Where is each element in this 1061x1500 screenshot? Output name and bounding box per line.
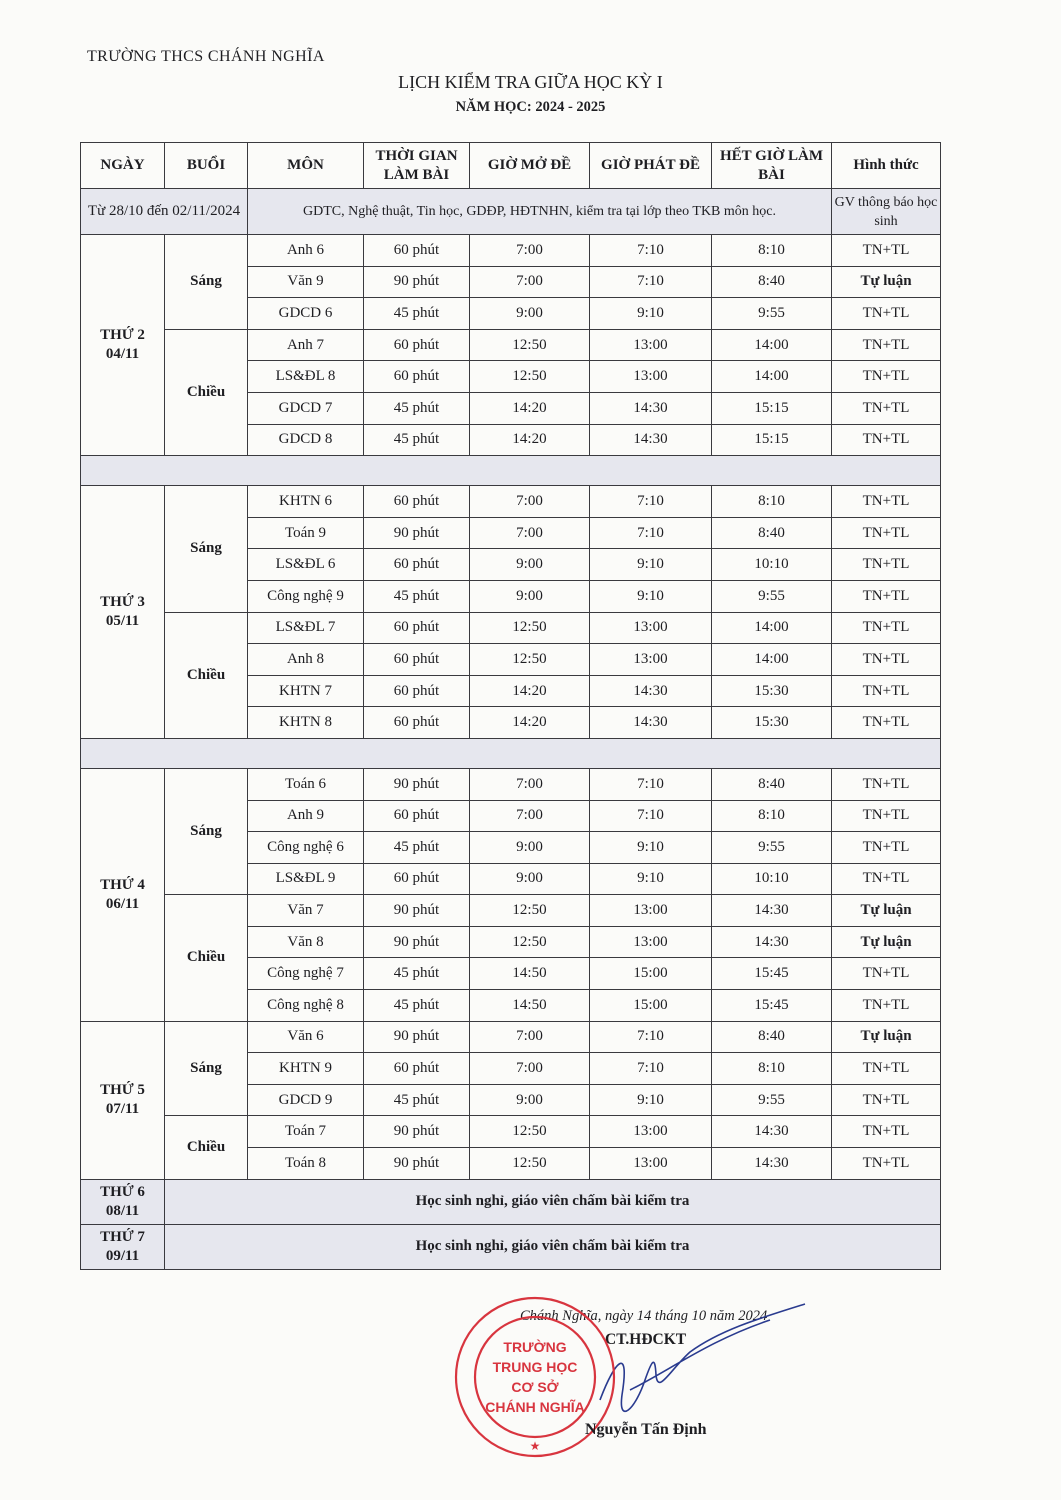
- col-header-form: Hình thức: [832, 143, 941, 189]
- end-time-cell: 14:00: [712, 329, 832, 361]
- form-cell: TN+TL: [832, 1084, 941, 1116]
- subject-cell: KHTN 9: [248, 1053, 364, 1085]
- place-date: Chánh Nghĩa, ngày 14 tháng 10 năm 2024: [520, 1308, 768, 1324]
- col-header-duration: THỜI GIAN LÀM BÀI: [364, 143, 470, 189]
- subject-cell: Anh 7: [248, 329, 364, 361]
- end-time-cell: 10:10: [712, 549, 832, 581]
- duration-cell: 90 phút: [364, 517, 470, 549]
- table-row: [81, 895, 941, 927]
- duration-cell: 60 phút: [364, 675, 470, 707]
- session-cell: Sáng: [165, 768, 248, 894]
- hand-out-time-cell: 7:10: [590, 1021, 712, 1053]
- subject-cell: Toán 6: [248, 768, 364, 800]
- end-time-cell: 14:00: [712, 361, 832, 393]
- hand-out-time-cell: 7:10: [590, 486, 712, 518]
- open-time-cell: 12:50: [470, 1116, 590, 1148]
- form-cell: TN+TL: [832, 517, 941, 549]
- form-cell: TN+TL: [832, 832, 941, 864]
- duration-cell: 60 phút: [364, 644, 470, 676]
- end-time-cell: 8:10: [712, 235, 832, 267]
- subject-cell: Văn 9: [248, 266, 364, 298]
- form-cell: TN+TL: [832, 486, 941, 518]
- hand-out-time-cell: 13:00: [590, 1148, 712, 1180]
- duration-cell: 90 phút: [364, 1148, 470, 1180]
- form-cell: TN+TL: [832, 1053, 941, 1085]
- form-cell: TN+TL: [832, 329, 941, 361]
- form-cell: TN+TL: [832, 800, 941, 832]
- subject-cell: Toán 9: [248, 517, 364, 549]
- open-time-cell: 7:00: [470, 768, 590, 800]
- spacer-row: [81, 738, 941, 768]
- day-cell: THỨ 7 09/11: [81, 1224, 165, 1269]
- spacer-row: [81, 456, 941, 486]
- hand-out-time-cell: 9:10: [590, 549, 712, 581]
- exam-schedule-table: [80, 142, 941, 1270]
- duration-cell: 45 phút: [364, 958, 470, 990]
- stamp-text: [485, 1338, 585, 1415]
- hand-out-time-cell: 9:10: [590, 1084, 712, 1116]
- intro-form: GV thông báo học sinh: [832, 189, 941, 235]
- signer-name: Nguyễn Tấn Định: [585, 1421, 707, 1438]
- duration-cell: 90 phút: [364, 895, 470, 927]
- end-time-cell: 14:00: [712, 644, 832, 676]
- open-time-cell: 7:00: [470, 235, 590, 267]
- subject-cell: LS&ĐL 8: [248, 361, 364, 393]
- col-header-session: BUỔI: [165, 143, 248, 189]
- table-row: [81, 486, 941, 518]
- open-time-cell: 12:50: [470, 361, 590, 393]
- subject-cell: KHTN 6: [248, 486, 364, 518]
- duration-cell: 45 phút: [364, 580, 470, 612]
- hand-out-time-cell: 15:00: [590, 958, 712, 990]
- end-time-cell: 8:40: [712, 266, 832, 298]
- subject-cell: Công nghệ 6: [248, 832, 364, 864]
- subject-cell: Công nghệ 7: [248, 958, 364, 990]
- stamp-star-icon: ★: [529, 1439, 541, 1453]
- open-time-cell: 12:50: [470, 926, 590, 958]
- hand-out-time-cell: 14:30: [590, 707, 712, 739]
- hand-out-time-cell: 15:00: [590, 990, 712, 1022]
- form-cell: TN+TL: [832, 958, 941, 990]
- hand-out-time-cell: 13:00: [590, 329, 712, 361]
- open-time-cell: 9:00: [470, 298, 590, 330]
- open-time-cell: 7:00: [470, 486, 590, 518]
- end-time-cell: 9:55: [712, 832, 832, 864]
- intro-note: GDTC, Nghệ thuật, Tin học, GDĐP, HĐTNHN, kiểm tra tại lớp theo TKB môn học.: [248, 189, 832, 235]
- form-cell: TN+TL: [832, 612, 941, 644]
- stamp-line-4: CHÁNH NGHĨA: [485, 1399, 585, 1415]
- open-time-cell: 7:00: [470, 1021, 590, 1053]
- table-row: [81, 329, 941, 361]
- off-day-row: [81, 1179, 941, 1224]
- duration-cell: 45 phút: [364, 424, 470, 456]
- table-row: [81, 768, 941, 800]
- form-cell: TN+TL: [832, 298, 941, 330]
- end-time-cell: 14:30: [712, 895, 832, 927]
- end-time-cell: 15:45: [712, 990, 832, 1022]
- form-cell: Tự luận: [832, 895, 941, 927]
- table-row: [81, 235, 941, 267]
- open-time-cell: 7:00: [470, 266, 590, 298]
- day-cell: THỨ 4 06/11: [81, 768, 165, 1021]
- duration-cell: 90 phút: [364, 1116, 470, 1148]
- form-cell: TN+TL: [832, 768, 941, 800]
- hand-out-time-cell: 13:00: [590, 361, 712, 393]
- off-day-row: [81, 1224, 941, 1269]
- off-day-note: Học sinh nghỉ, giáo viên chấm bài kiểm tra: [165, 1224, 941, 1269]
- open-time-cell: 9:00: [470, 1084, 590, 1116]
- open-time-cell: 9:00: [470, 863, 590, 895]
- col-header-day: NGÀY: [81, 143, 165, 189]
- day-cell: THỨ 3 05/11: [81, 486, 165, 739]
- hand-out-time-cell: 7:10: [590, 768, 712, 800]
- duration-cell: 90 phút: [364, 926, 470, 958]
- subject-cell: Văn 7: [248, 895, 364, 927]
- duration-cell: 90 phút: [364, 1021, 470, 1053]
- subject-cell: Văn 8: [248, 926, 364, 958]
- form-cell: TN+TL: [832, 644, 941, 676]
- open-time-cell: 14:20: [470, 392, 590, 424]
- school-year: NĂM HỌC: 2024 - 2025: [455, 99, 606, 115]
- subject-cell: Anh 8: [248, 644, 364, 676]
- end-time-cell: 8:10: [712, 486, 832, 518]
- form-cell: Tự luận: [832, 926, 941, 958]
- subject-cell: GDCD 6: [248, 298, 364, 330]
- duration-cell: 45 phút: [364, 990, 470, 1022]
- end-time-cell: 14:30: [712, 1148, 832, 1180]
- open-time-cell: 12:50: [470, 612, 590, 644]
- end-time-cell: 9:55: [712, 1084, 832, 1116]
- spacer-cell: [81, 738, 941, 768]
- col-header-end-time: HẾT GIỜ LÀM BÀI: [712, 143, 832, 189]
- session-cell: Sáng: [165, 486, 248, 612]
- form-cell: TN+TL: [832, 424, 941, 456]
- subject-cell: Anh 6: [248, 235, 364, 267]
- stamp-line-1: TRƯỜNG: [503, 1339, 567, 1355]
- end-time-cell: 15:30: [712, 675, 832, 707]
- hand-out-time-cell: 13:00: [590, 926, 712, 958]
- duration-cell: 90 phút: [364, 266, 470, 298]
- form-cell: TN+TL: [832, 392, 941, 424]
- duration-cell: 60 phút: [364, 486, 470, 518]
- subject-cell: LS&ĐL 9: [248, 863, 364, 895]
- schedule-body: [81, 189, 941, 1270]
- subject-cell: LS&ĐL 7: [248, 612, 364, 644]
- hand-out-time-cell: 7:10: [590, 517, 712, 549]
- duration-cell: 45 phút: [364, 298, 470, 330]
- duration-cell: 60 phút: [364, 329, 470, 361]
- form-cell: TN+TL: [832, 580, 941, 612]
- duration-cell: 45 phút: [364, 832, 470, 864]
- day-cell: THỨ 6 08/11: [81, 1179, 165, 1224]
- session-cell: Sáng: [165, 235, 248, 330]
- end-time-cell: 8:10: [712, 1053, 832, 1085]
- end-time-cell: 15:30: [712, 707, 832, 739]
- open-time-cell: 7:00: [470, 517, 590, 549]
- open-time-cell: 9:00: [470, 832, 590, 864]
- duration-cell: 60 phút: [364, 612, 470, 644]
- open-time-cell: 12:50: [470, 895, 590, 927]
- hand-out-time-cell: 9:10: [590, 580, 712, 612]
- document-title: LỊCH KIỂM TRA GIỮA HỌC KỲ I: [398, 72, 663, 92]
- hand-out-time-cell: 13:00: [590, 612, 712, 644]
- subject-cell: KHTN 8: [248, 707, 364, 739]
- open-time-cell: 14:20: [470, 675, 590, 707]
- subject-cell: KHTN 7: [248, 675, 364, 707]
- hand-out-time-cell: 13:00: [590, 1116, 712, 1148]
- open-time-cell: 12:50: [470, 644, 590, 676]
- hand-out-time-cell: 9:10: [590, 298, 712, 330]
- duration-cell: 60 phút: [364, 361, 470, 393]
- header-row: [81, 143, 941, 189]
- open-time-cell: 14:20: [470, 707, 590, 739]
- hand-out-time-cell: 14:30: [590, 424, 712, 456]
- end-time-cell: 15:15: [712, 424, 832, 456]
- open-time-cell: 14:20: [470, 424, 590, 456]
- end-time-cell: 8:40: [712, 517, 832, 549]
- duration-cell: 60 phút: [364, 707, 470, 739]
- hand-out-time-cell: 7:10: [590, 800, 712, 832]
- hand-out-time-cell: 13:00: [590, 644, 712, 676]
- session-cell: Chiều: [165, 1116, 248, 1179]
- duration-cell: 60 phút: [364, 863, 470, 895]
- table-row: [81, 1116, 941, 1148]
- duration-cell: 60 phút: [364, 235, 470, 267]
- form-cell: TN+TL: [832, 361, 941, 393]
- col-header-subject: MÔN: [248, 143, 364, 189]
- table-row: [81, 1021, 941, 1053]
- session-cell: Chiều: [165, 329, 248, 455]
- spacer-cell: [81, 456, 941, 486]
- table-row: [81, 612, 941, 644]
- form-cell: TN+TL: [832, 1116, 941, 1148]
- intro-row: [81, 189, 941, 235]
- subject-cell: Công nghệ 8: [248, 990, 364, 1022]
- subject-cell: Công nghệ 9: [248, 580, 364, 612]
- hand-out-time-cell: 7:10: [590, 1053, 712, 1085]
- subject-cell: GDCD 9: [248, 1084, 364, 1116]
- session-cell: Sáng: [165, 1021, 248, 1116]
- subject-cell: LS&ĐL 6: [248, 549, 364, 581]
- open-time-cell: 12:50: [470, 329, 590, 361]
- intro-date: Từ 28/10 đến 02/11/2024: [81, 189, 248, 235]
- end-time-cell: 8:40: [712, 768, 832, 800]
- open-time-cell: 9:00: [470, 580, 590, 612]
- duration-cell: 90 phút: [364, 768, 470, 800]
- hand-out-time-cell: 9:10: [590, 863, 712, 895]
- end-time-cell: 9:55: [712, 298, 832, 330]
- open-time-cell: 7:00: [470, 1053, 590, 1085]
- day-cell: THỨ 5 07/11: [81, 1021, 165, 1179]
- off-day-note: Học sinh nghỉ, giáo viên chấm bài kiểm tra: [165, 1179, 941, 1224]
- end-time-cell: 8:10: [712, 800, 832, 832]
- session-cell: Chiều: [165, 895, 248, 1021]
- hand-out-time-cell: 14:30: [590, 392, 712, 424]
- col-header-hand-out-time: GIỜ PHÁT ĐỀ: [590, 143, 712, 189]
- col-header-open-time: GIỜ MỞ ĐỀ: [470, 143, 590, 189]
- day-cell: THỨ 2 04/11: [81, 235, 165, 456]
- form-cell: Tự luận: [832, 1021, 941, 1053]
- end-time-cell: 14:30: [712, 926, 832, 958]
- form-cell: TN+TL: [832, 675, 941, 707]
- end-time-cell: 9:55: [712, 580, 832, 612]
- subject-cell: Toán 8: [248, 1148, 364, 1180]
- form-cell: TN+TL: [832, 990, 941, 1022]
- duration-cell: 45 phút: [364, 392, 470, 424]
- subject-cell: Toán 7: [248, 1116, 364, 1148]
- stamp-line-3: CƠ SỞ: [511, 1379, 559, 1395]
- hand-out-time-cell: 9:10: [590, 832, 712, 864]
- subject-cell: Anh 9: [248, 800, 364, 832]
- end-time-cell: 14:30: [712, 1116, 832, 1148]
- duration-cell: 60 phút: [364, 800, 470, 832]
- form-cell: TN+TL: [832, 549, 941, 581]
- end-time-cell: 8:40: [712, 1021, 832, 1053]
- end-time-cell: 15:15: [712, 392, 832, 424]
- open-time-cell: 7:00: [470, 800, 590, 832]
- subject-cell: GDCD 8: [248, 424, 364, 456]
- hand-out-time-cell: 14:30: [590, 675, 712, 707]
- open-time-cell: 12:50: [470, 1148, 590, 1180]
- open-time-cell: 14:50: [470, 990, 590, 1022]
- hand-out-time-cell: 13:00: [590, 895, 712, 927]
- open-time-cell: 14:50: [470, 958, 590, 990]
- form-cell: TN+TL: [832, 235, 941, 267]
- signer-role: CT.HĐCKT: [605, 1331, 687, 1348]
- open-time-cell: 9:00: [470, 549, 590, 581]
- form-cell: TN+TL: [832, 863, 941, 895]
- school-name: TRƯỜNG THCS CHÁNH NGHĨA: [87, 48, 325, 65]
- duration-cell: 45 phút: [364, 1084, 470, 1116]
- subject-cell: GDCD 7: [248, 392, 364, 424]
- end-time-cell: 10:10: [712, 863, 832, 895]
- end-time-cell: 14:00: [712, 612, 832, 644]
- end-time-cell: 15:45: [712, 958, 832, 990]
- hand-out-time-cell: 7:10: [590, 235, 712, 267]
- session-cell: Chiều: [165, 612, 248, 738]
- duration-cell: 60 phút: [364, 1053, 470, 1085]
- hand-out-time-cell: 7:10: [590, 266, 712, 298]
- subject-cell: Văn 6: [248, 1021, 364, 1053]
- form-cell: Tự luận: [832, 266, 941, 298]
- form-cell: TN+TL: [832, 707, 941, 739]
- duration-cell: 60 phút: [364, 549, 470, 581]
- stamp-line-2: TRUNG HỌC: [492, 1359, 578, 1375]
- form-cell: TN+TL: [832, 1148, 941, 1180]
- signature-stroke: [600, 1304, 805, 1411]
